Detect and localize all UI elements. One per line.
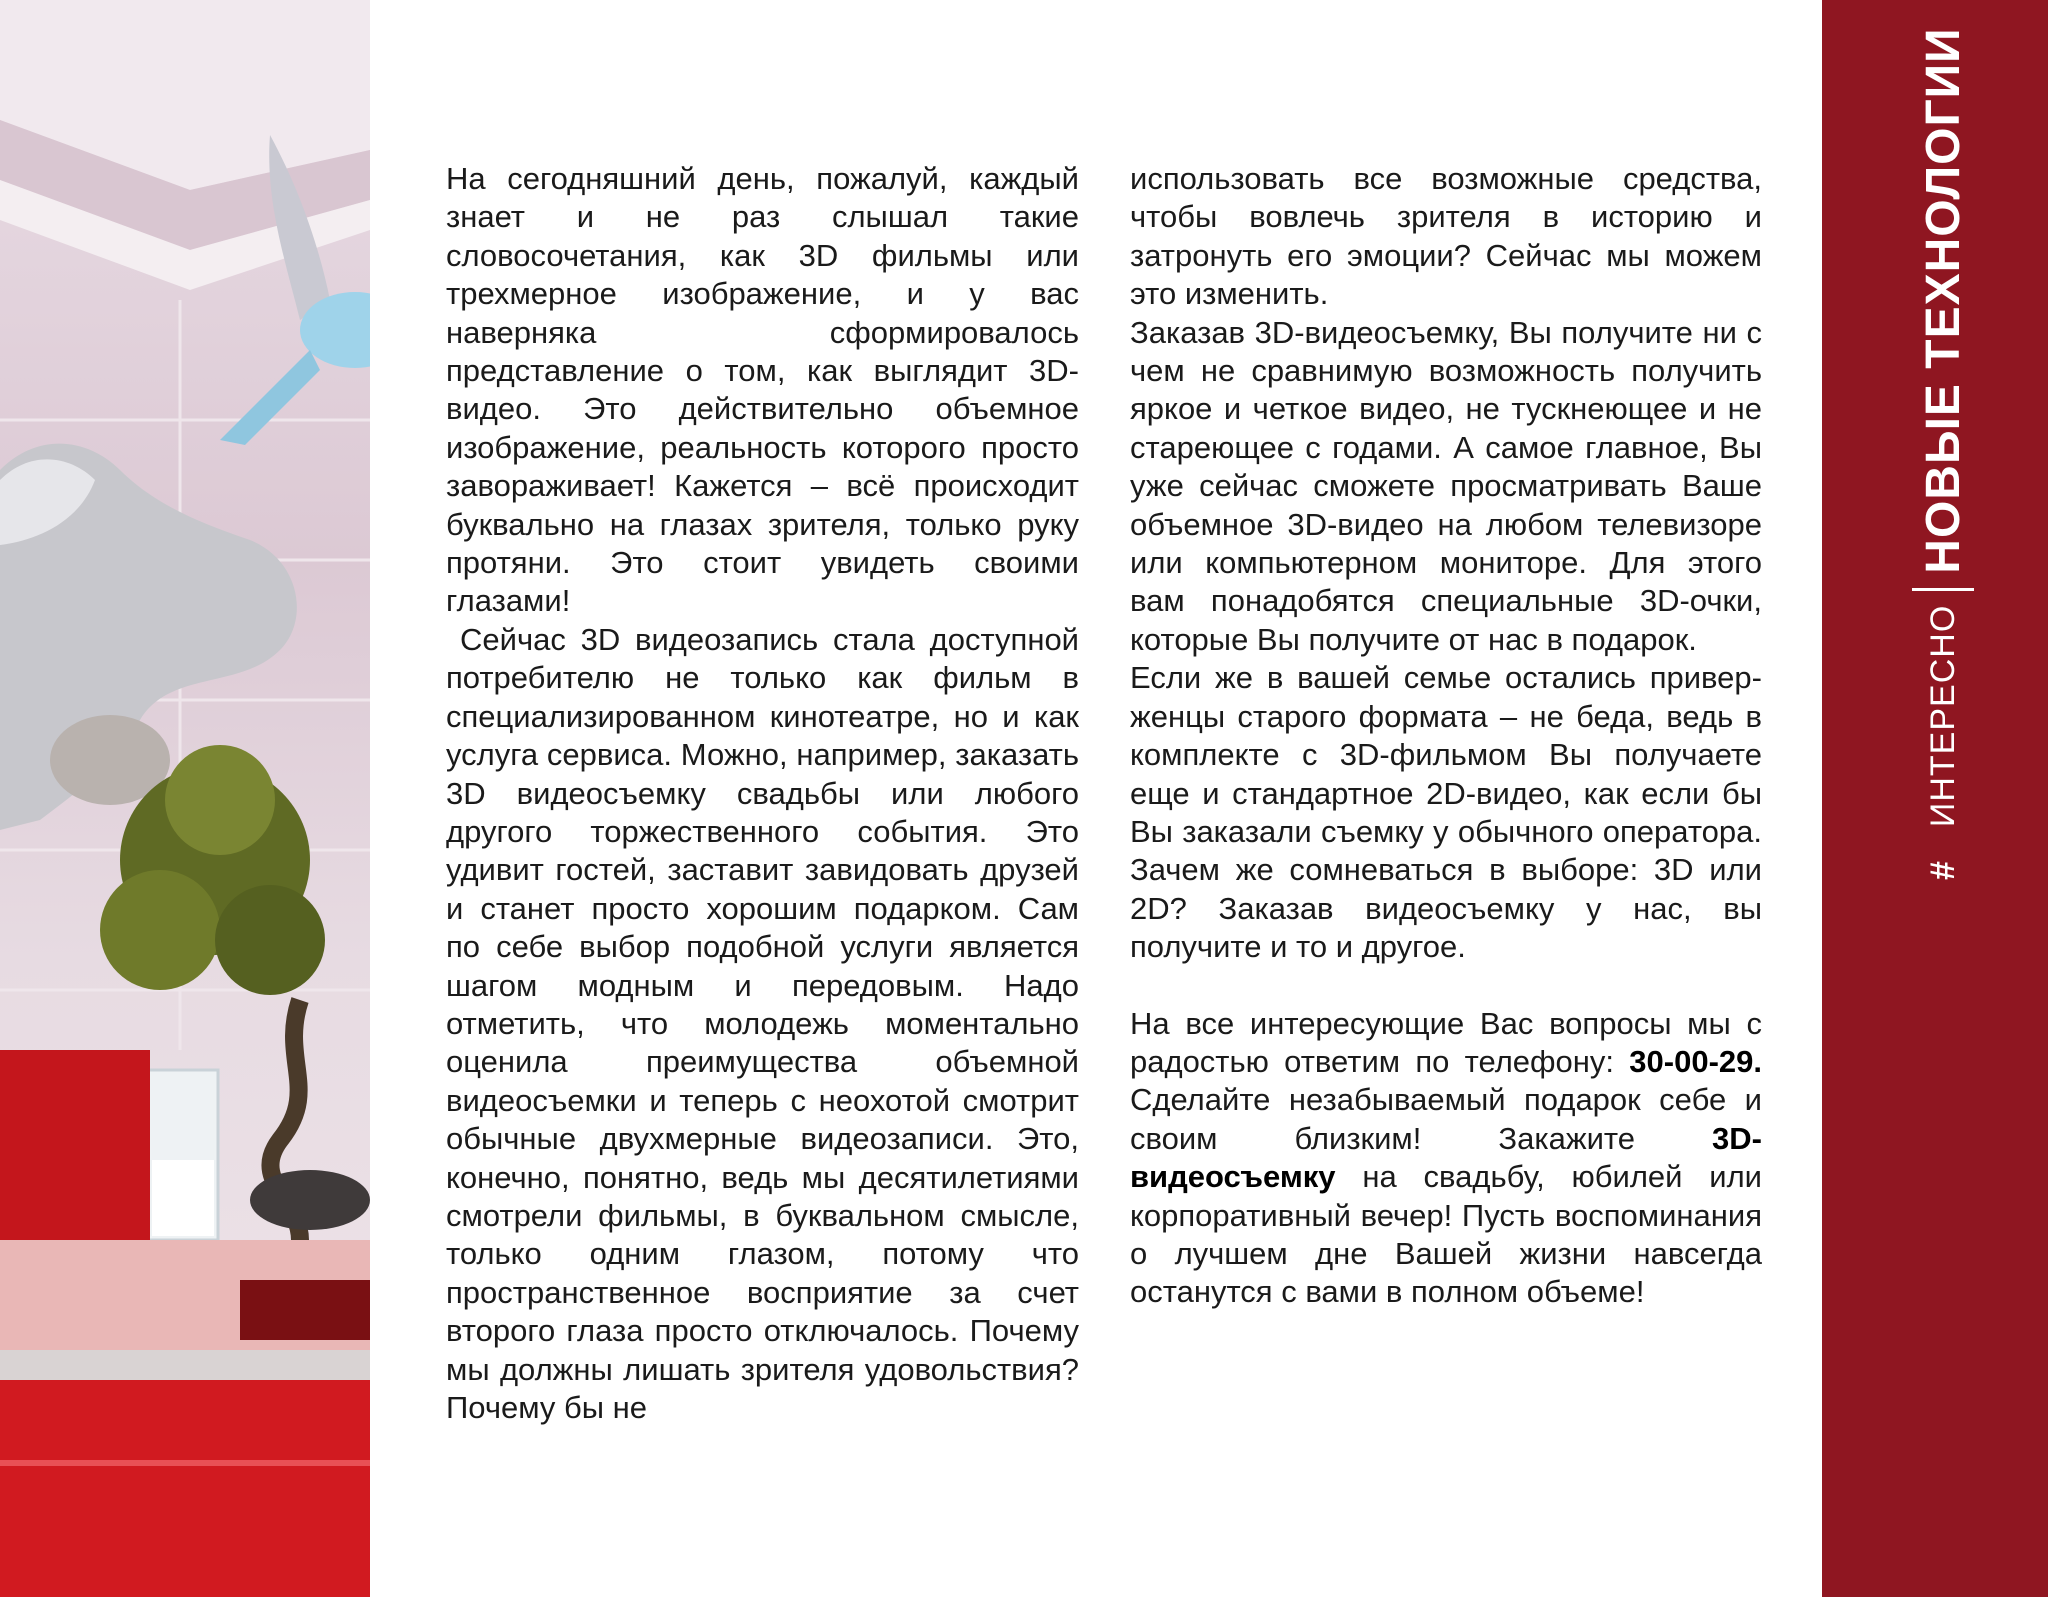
contact-text-3: на свадьбу, юбилей или корпоративный вечер! Пусть воспоминания о лучшем дне Вашей жизни навсегда останутся с вами в полном объеме! bbox=[1130, 1159, 1762, 1310]
hash-mark: # bbox=[1923, 861, 1962, 880]
paragraph-formats: Если же в вашей семье остались приверженцы старого формата – не беда, ведь в комплекте с 3D-фильмом Вы получаете еще и стандартное 2D-видео, как если бы Вы заказали съемку у обычного оператора. Зачем же сомневаться в выборе: 3D или 2D? Заказав видеосъемку у нас, вы получите и то и другое. bbox=[1130, 660, 1762, 965]
paragraph-gap bbox=[1130, 967, 1762, 1005]
section-divider bbox=[1912, 588, 1974, 591]
phone-number: 30-00-29. bbox=[1629, 1043, 1762, 1079]
section-kicker: ИНТЕРЕСНО bbox=[1923, 604, 1962, 828]
interior-illustration bbox=[0, 0, 370, 1597]
decorative-photo bbox=[0, 0, 370, 1597]
section-title: НОВЫЕ ТЕХНОЛОГИИ bbox=[1916, 27, 1970, 574]
article-column-right bbox=[1130, 160, 1762, 1312]
article-column-left bbox=[446, 160, 1079, 1427]
paragraph-benefits: Заказав 3D-видеосъемку, Вы получите ни с чем не сравнимую возможность получить яркое и четкое видео, не тускнеющее и не стареющее с годами. А самое главное, Вы уже сейчас сможете просматривать Ваше объемное 3D-видео на любом телевизоре или компьютерном мониторе. Для этого вам понадобятся специальные 3D-очки, которые Вы получите от нас в подарок. bbox=[1130, 314, 1762, 657]
contact-text: На все интересующие Вас вопросы мы с радостью ответим по телефону: bbox=[1130, 1005, 1762, 1079]
section-label bbox=[1912, 27, 1974, 880]
contact-text-2: Сделайте незабываемый подарок себе и своим близким! Закажите bbox=[1130, 1082, 1762, 1156]
glass bbox=[148, 1070, 218, 1240]
service-name: 3D-видеосъемку bbox=[1130, 1120, 1762, 1195]
paragraph-intro: На сегодняшний день, пожалуй, каждый знает и не раз слышал такие словосочетания, как 3D фильмы или трехмерное изображение, и у вас наверняка сформировалось представление о том, как выглядит 3D-видео. Это действительно объемное изображение, реальность которого просто завораживает! Кажется – всё происходит буквально на глазах зрителя, только руку протяни. Это стоит увидеть своими глазами! bbox=[446, 161, 1079, 619]
paragraph-continuation: использовать все возможные средства, чтобы вовлечь зрителя в историю и затронуть его эмоции? Сейчас мы можем это изменить. bbox=[1130, 161, 1762, 312]
paragraph-contact bbox=[1130, 1005, 1762, 1312]
paragraph-service: Сейчас 3D видеозапись стала доступной потребителю не только как фильм в специализированном кинотеатре, но и как услуга сервиса. Можно, например, заказать 3D видеосъемку свадьбы или любого другого торжественного события. Это удивит гостей, заставит завидовать друзей и станет просто хорошим подарком. Сам по себе выбор подобной услуги является шагом модным и передовым. Надо отметить, что молодежь моментально оценила преимущества объемной видеосъемки и теперь с неохотой смотрит обычные двухмерные видеозаписи. Это, конечно, понятно, ведь мы десятилетиями смотрели фильмы, в буквальном смысле, только одним глазом, потому что пространственное восприятие за счет второго глаза просто отключалось. Почему мы должны лишать зрителя удовольствия? Почему бы не bbox=[446, 621, 1079, 1425]
